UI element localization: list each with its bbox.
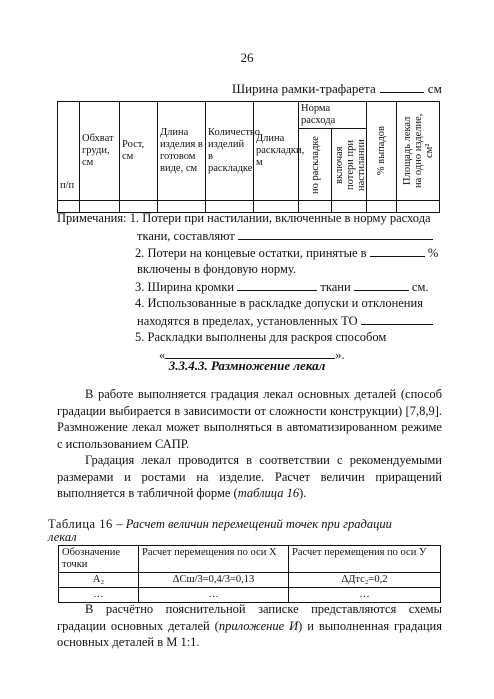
paragraph-3: В расчётно пояснительной записке представляются схемы градации основных деталей (приложение И) и выполненная градация основных деталей в М 1:1.	[57, 602, 442, 649]
note-1a-text: 1. Потери при настилании, включенные в норму расхода	[129, 211, 431, 225]
header-height: Рост, см	[120, 102, 158, 201]
frame-width-line	[232, 80, 442, 97]
header-length: Длина изделия в готовом виде, см	[158, 102, 206, 201]
table16-cell: ΔСш/3=0,4/3=0,13	[139, 573, 289, 588]
table16-cell: …	[289, 588, 441, 603]
table-row	[59, 573, 441, 588]
note-5b: « ».	[159, 348, 345, 362]
header-area-cell	[397, 102, 440, 201]
paragraph-1: В работе выполняется градация лекал основных деталей (способ градации выбирается в зависимости от сложности конструкции) [7,8,9]. Размножение лекал может выполняться в автоматизированном режиме с использованием САПР.	[57, 387, 442, 451]
header-norm-sub1: но раскладке	[309, 135, 321, 194]
note-4-blank[interactable]	[361, 312, 433, 325]
header-norm-sub1-cell	[299, 129, 332, 201]
header-chest: Обхват груди, см	[80, 102, 120, 201]
page-number: 26	[240, 50, 254, 65]
note-5a: 5. Раскладки выполнены для раскроя способом	[135, 330, 387, 344]
frame-width-blank[interactable]	[380, 80, 424, 93]
table16-cell: А₂	[59, 573, 139, 588]
table16-ref[interactable]: таблица 16	[237, 486, 300, 500]
header-layout-length: Длина раскладки, м	[254, 102, 299, 201]
note-4b: находятся в пределах, установленных ТО	[137, 312, 433, 330]
note-2b: включены в фондовую норму.	[137, 262, 297, 276]
note-1-blank[interactable]	[238, 227, 433, 240]
table16-header-y: Расчет перемещения по оси У	[289, 546, 441, 573]
table16-cell: ΔДтс₂=0,2	[289, 573, 441, 588]
note-3-blank1[interactable]	[237, 278, 317, 291]
table16-caption-cont: лекал	[48, 530, 77, 544]
table16-cell: …	[59, 588, 139, 603]
frame-width-unit: см	[427, 81, 442, 96]
table16-cell: …	[139, 588, 289, 603]
header-norm-group: Норма расхода	[299, 102, 367, 129]
notes-label: Примечания:	[57, 211, 127, 225]
note-2a: 2. Потери на концевые остатки, принятые в %	[135, 246, 439, 260]
note-3: 3. Ширина кромки ткани см.	[135, 280, 429, 294]
appendix-ref[interactable]: приложение И	[218, 618, 299, 633]
note-1a	[57, 210, 431, 227]
header-number: п/п	[58, 102, 80, 201]
paragraph-2: Градация лекал проводится в соответствии с рекомендуемыми размерами и ростами на изделие. Расчет величин приращений выполняется в табличной форме (таблица 16).	[57, 453, 442, 500]
note-4a: 4. Использованные в раскладке допуски и отклонения	[135, 296, 423, 310]
header-norm-sub2: включая потери при настилании	[334, 138, 367, 191]
note-3-blank2[interactable]	[354, 278, 409, 291]
header-norm-sub2-cell	[332, 129, 367, 201]
section-title: 3.3.4.3. Размножение лекал	[168, 358, 326, 373]
table16-header-point: Обозначение точки	[59, 546, 139, 573]
frame-width-label: Ширина рамки-трафарета	[232, 81, 376, 96]
table16	[58, 545, 441, 603]
header-area: Площадь лекал на одно изделие, см²	[401, 113, 435, 189]
layout-table	[57, 101, 440, 213]
note-1b: ткани, составляют	[137, 227, 433, 245]
table16-header-row	[59, 546, 441, 573]
header-quantity: Количество изделий в раскладке	[206, 102, 254, 201]
header-waste: % выпадов	[376, 126, 388, 176]
table16-caption: Таблица 16 – Расчет величин перемещений точек при градации	[48, 517, 392, 531]
note-2-blank[interactable]	[370, 244, 425, 257]
header-waste-cell	[367, 102, 397, 201]
table16-header-x: Расчет перемещения по оси X	[139, 546, 289, 573]
